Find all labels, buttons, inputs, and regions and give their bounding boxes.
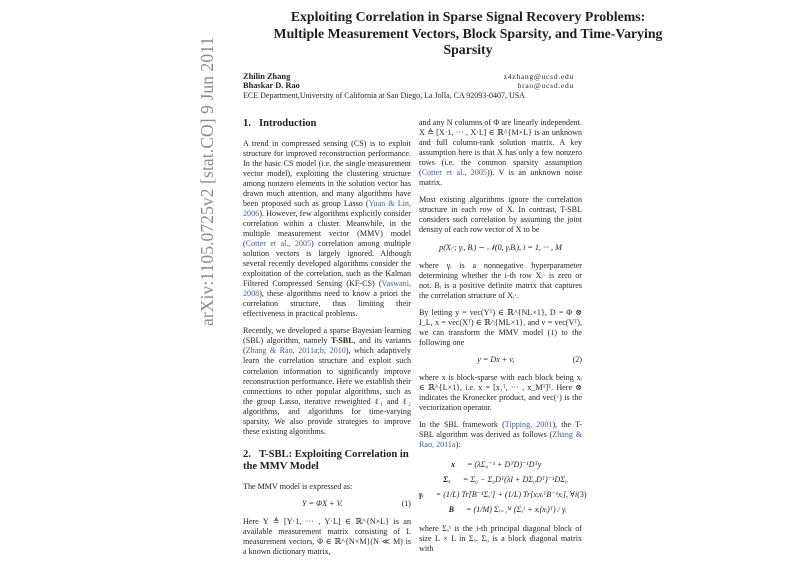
title-line-2: Multiple Measurement Vectors, Block Sparsity, and Time-Varying — [273, 25, 663, 41]
citation-link[interactable]: Zhang & Rao, 2011a — [419, 430, 582, 450]
section-heading-tsbl — [243, 449, 411, 474]
paragraph: The MMV model is expressed as: — [243, 481, 353, 491]
paper-title — [200, 9, 736, 59]
author-name: Zhilin Zhang — [243, 72, 291, 81]
citation-link[interactable]: Cotter et al., 2005 — [245, 238, 312, 248]
equation-1: Y = ΦX + V. (1) — [302, 498, 411, 508]
section-title: Introduction — [258, 118, 317, 129]
citation-link[interactable]: Yuan & Lin, 2006 — [243, 198, 411, 218]
paragraph: Recently, we developed a sparse Bayesian learning (SBL) algorithm, namely T-SBL, and its variants (Zhang & Rao, 2011a;b; 2010), which adaptively learn the correlation structure and exploit such correlation information to significantly improve reconstruction performance. Here we establish their connections to other popular algorithms, such as the group Lasso, iterative reweighted ℓ₁ and ℓ₂ algorithms, and algorithms for time-varying sparsity. We also provide strategies to improve these existing algorithms. — [243, 326, 411, 436]
right-column — [419, 118, 587, 561]
equation-tag: (1) — [401, 498, 411, 508]
section-title: T-SBL: Exploiting Correlation in the MMV Model — [243, 448, 409, 473]
author-email[interactable]: brao@ucsd.edu — [517, 81, 574, 90]
paragraph: where Σₓⁱ is the i-th principal diagonal block of size L × L in Σₓ. Σ₀ is a block diagonal matrix with — [419, 524, 582, 554]
section-number: 1. — [243, 118, 251, 129]
affiliation: ECE Department,University of California at San Diego, La Jolla, CA 92093-0407, USA — [243, 91, 525, 100]
paragraph: In the SBL framework (Tipping, 2001), the T-SBL algorithm was derived as follows (Zhang & Rao, 2011a): — [419, 420, 582, 450]
equation-tag: (2) — [572, 354, 582, 364]
citation-link[interactable]: Cotter et al., 2005 — [421, 168, 487, 178]
citation-link[interactable]: Vaswani, 2008 — [243, 279, 411, 299]
equation-row: γᵢ = (1/L) Tr[B⁻¹Σₓⁱ] + (1/L) Tr[xᵢxᵢᵀB⁻¹xᵢ], ∀i (3) — [419, 489, 587, 499]
section-heading-introduction — [243, 118, 411, 131]
paragraph: and any N columns of Φ are linearly independent. X ≜ [X·1, ··· , X·L] ∈ ℝ^{M×L} is an unknown and full column-rank solution matrix. A key assumption here is that X has only a few nonzero rows (i.e. the common sparsity assumption (Cotter et al., 2005)). V is an unknown noise matrix. — [419, 118, 582, 188]
equation-3 — [419, 457, 587, 517]
citation-link[interactable]: Zhang & Rao, 2011a;b; 2010 — [245, 346, 346, 356]
arxiv-stamp: arXiv:1105.0725v2 [stat.CO] 9 Jun 2011 — [197, 36, 217, 326]
equation-row: x = (λΣ₀⁻¹ + DᵀD)⁻¹Dᵀy — [450, 459, 542, 469]
equation-row: Σₓ = Σ₀ − Σ₀Dᵀ(λI + DΣ₀Dᵀ)⁻¹DΣ₀ — [443, 474, 568, 484]
section-number: 2. — [243, 448, 251, 460]
paragraph: By letting y = vec(Yᵀ) ∈ ℝ^{NL×1}, D = Φ ⊗ I_L, x = vec(Xᵀ) ∈ ℝ^{ML×1}, and v = vec(Vᵀ), we can transform the MMV model (1) to the following one — [419, 307, 582, 347]
paragraph: where γᵢ is a nonnegative hyperparameter determining whether the i-th row Xᵢ· is zero or not. Bᵢ is a positive definite matrix that captures the correlation structure of Xᵢ·. — [419, 260, 582, 300]
paragraph: Here Y ≜ [Y·1, ··· , Y·L] ∈ ℝ^{N×L} is an available measurement matrix consisting of L measurement vectors, Φ ∈ ℝ^{N×M}(N ≪ M) is a known dictionary matrix, — [243, 516, 411, 557]
author-email[interactable]: z4zhang@ucsd.edu — [503, 72, 574, 81]
left-column — [243, 118, 411, 564]
equation-2: y = Dx + v, (2) — [477, 354, 582, 364]
title-line-1: Exploiting Correlation in Sparse Signal Recovery Problems: — [290, 9, 646, 24]
equation-prior: p(Xᵢ·; γᵢ, Bᵢ) ∼ 𝒩(0, γᵢBᵢ), i = 1, ··· , M — [439, 242, 562, 252]
title-line-3: Sparsity — [443, 42, 493, 57]
author-name: Bhaskar D. Rao — [243, 81, 300, 90]
paragraph: Most existing algorithms ignore the correlation structure in each row of X. In contrast, T-SBL considers such correlation by assuming the joint density of each row vector of X to be — [419, 195, 582, 235]
paragraph: where x is block-sparse with each block being xᵢ ∈ ℝ^{L×1}, i.e. x = [x₁ᵀ, ··· , x_Mᵀ]ᵀ. Here ⊗ indicates the Kronecker product, and vec(·) is the vectorization operator. — [419, 372, 582, 413]
citation-link[interactable]: Tipping, 2001 — [504, 420, 553, 430]
equation-row: B = (1/M) Σᵢ₌₁ᴹ (Σₓⁱ + xᵢ(xᵢ)ᵀ) / γᵢ — [448, 504, 567, 514]
paragraph: A trend in compressed sensing (CS) is to exploit structure for improved reconstruction performance. In the basic CS model (i.e. the single measurement vector model), exploiting the clustering structure among nonzero elements in the solution vector has drawn much attention, and many algorithms have been proposed such as group Lasso (Yuan & Lin, 2006). However, few algorithms explicitly consider correlation within a cluster. Meanwhile, in the multiple measurement vector (MMV) model (Cotter et al., 2005) correlation among multiple solution vectors is largely ignored. Although several recently developed algorithms consider the exploitation of the correlation, such as the Kalman Filtered Compressed Sensing (KF-CS) (Vaswani, 2008), these algorithms need to know a priori the correlation structure, thus limiting their effectiveness in practical problems. — [243, 138, 411, 319]
